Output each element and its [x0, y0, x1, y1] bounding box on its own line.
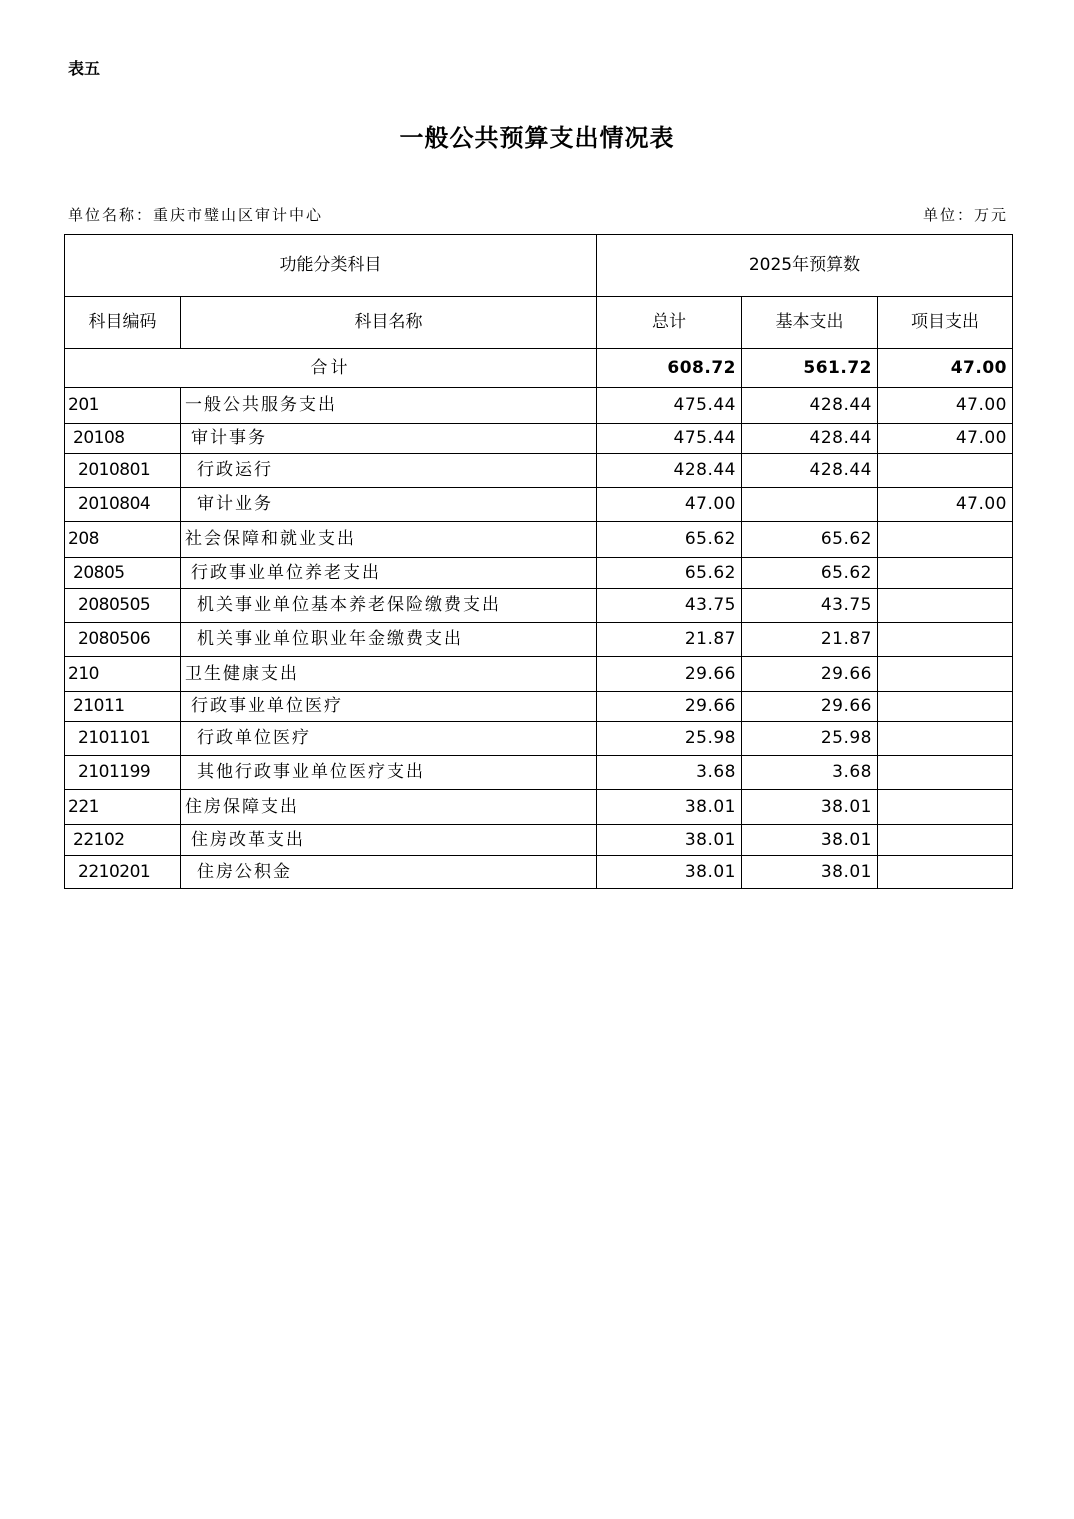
row-code: 2080506 — [65, 623, 181, 657]
row-name: 其他行政事业单位医疗支出 — [181, 756, 597, 790]
row-project — [878, 558, 1013, 589]
table-row — [65, 388, 1013, 424]
row-total: 29.66 — [597, 657, 742, 692]
row-basic: 428.44 — [742, 454, 878, 488]
total-basic-value: 561.72 — [742, 349, 878, 388]
budget-table — [64, 234, 1013, 889]
row-name: 卫生健康支出 — [181, 657, 597, 692]
row-project — [878, 657, 1013, 692]
row-basic: 428.44 — [742, 388, 878, 424]
table-row — [65, 790, 1013, 825]
row-code: 210 — [65, 657, 181, 692]
header-code: 科目编码 — [65, 297, 181, 349]
row-code: 2010804 — [65, 488, 181, 522]
table-row — [65, 825, 1013, 856]
row-project: 47.00 — [878, 388, 1013, 424]
row-basic: 21.87 — [742, 623, 878, 657]
row-total: 43.75 — [597, 589, 742, 623]
header-category: 功能分类科目 — [65, 235, 597, 297]
row-project: 47.00 — [878, 488, 1013, 522]
row-project — [878, 623, 1013, 657]
total-row — [65, 349, 1013, 388]
row-name: 住房保障支出 — [181, 790, 597, 825]
row-total: 21.87 — [597, 623, 742, 657]
row-basic: 29.66 — [742, 657, 878, 692]
row-code: 21011 — [65, 692, 181, 722]
row-name: 审计事务 — [181, 424, 597, 454]
row-name: 行政单位医疗 — [181, 722, 597, 756]
table-number: 表五 — [68, 59, 101, 78]
row-project — [878, 756, 1013, 790]
table-row — [65, 856, 1013, 889]
row-basic: 428.44 — [742, 424, 878, 454]
row-basic — [742, 488, 878, 522]
table-row — [65, 756, 1013, 790]
row-total: 47.00 — [597, 488, 742, 522]
total-value: 608.72 — [597, 349, 742, 388]
row-project — [878, 692, 1013, 722]
row-total: 65.62 — [597, 522, 742, 558]
row-name: 审计业务 — [181, 488, 597, 522]
row-total: 3.68 — [597, 756, 742, 790]
row-project — [878, 522, 1013, 558]
total-label: 合计 — [65, 349, 597, 388]
row-name: 住房改革支出 — [181, 825, 597, 856]
row-project — [878, 589, 1013, 623]
header-total: 总计 — [597, 297, 742, 349]
row-project — [878, 856, 1013, 889]
header-name: 科目名称 — [181, 297, 597, 349]
row-basic: 65.62 — [742, 522, 878, 558]
table-row — [65, 522, 1013, 558]
table-row — [65, 692, 1013, 722]
row-code: 2010801 — [65, 454, 181, 488]
row-name: 社会保障和就业支出 — [181, 522, 597, 558]
row-code: 2080505 — [65, 589, 181, 623]
header-budget: 2025年预算数 — [597, 235, 1013, 297]
row-total: 475.44 — [597, 388, 742, 424]
row-total: 428.44 — [597, 454, 742, 488]
row-total: 38.01 — [597, 825, 742, 856]
table-row — [65, 623, 1013, 657]
row-code: 20805 — [65, 558, 181, 589]
row-basic: 43.75 — [742, 589, 878, 623]
row-project — [878, 454, 1013, 488]
row-code: 208 — [65, 522, 181, 558]
row-total: 25.98 — [597, 722, 742, 756]
table-row — [65, 488, 1013, 522]
row-total: 475.44 — [597, 424, 742, 454]
row-total: 38.01 — [597, 790, 742, 825]
row-basic: 38.01 — [742, 825, 878, 856]
row-total: 65.62 — [597, 558, 742, 589]
row-basic: 29.66 — [742, 692, 878, 722]
unit-name: 单位名称：重庆市璧山区审计中心 — [68, 206, 324, 224]
row-code: 2101199 — [65, 756, 181, 790]
row-name: 住房公积金 — [181, 856, 597, 889]
row-name: 行政事业单位养老支出 — [181, 558, 597, 589]
row-total: 29.66 — [597, 692, 742, 722]
row-code: 2101101 — [65, 722, 181, 756]
currency-unit: 单位：万元 — [922, 206, 1008, 224]
table-row — [65, 454, 1013, 488]
row-basic: 65.62 — [742, 558, 878, 589]
row-name: 一般公共服务支出 — [181, 388, 597, 424]
page-title: 一般公共预算支出情况表 — [399, 123, 675, 152]
row-project — [878, 790, 1013, 825]
row-code: 2210201 — [65, 856, 181, 889]
row-name: 行政运行 — [181, 454, 597, 488]
header-row — [65, 297, 1013, 349]
row-name: 机关事业单位职业年金缴费支出 — [181, 623, 597, 657]
header-basic: 基本支出 — [742, 297, 878, 349]
row-basic: 38.01 — [742, 790, 878, 825]
row-total: 38.01 — [597, 856, 742, 889]
row-code: 20108 — [65, 424, 181, 454]
row-basic: 38.01 — [742, 856, 878, 889]
row-code: 201 — [65, 388, 181, 424]
row-code: 22102 — [65, 825, 181, 856]
table-row — [65, 424, 1013, 454]
row-project — [878, 825, 1013, 856]
row-project — [878, 722, 1013, 756]
row-code: 221 — [65, 790, 181, 825]
table-row — [65, 657, 1013, 692]
total-project-value: 47.00 — [878, 349, 1013, 388]
row-basic: 25.98 — [742, 722, 878, 756]
header-project: 项目支出 — [878, 297, 1013, 349]
row-project: 47.00 — [878, 424, 1013, 454]
table-row — [65, 589, 1013, 623]
table-row — [65, 558, 1013, 589]
header-row — [65, 235, 1013, 297]
row-name: 行政事业单位医疗 — [181, 692, 597, 722]
table-row — [65, 722, 1013, 756]
row-name: 机关事业单位基本养老保险缴费支出 — [181, 589, 597, 623]
row-basic: 3.68 — [742, 756, 878, 790]
